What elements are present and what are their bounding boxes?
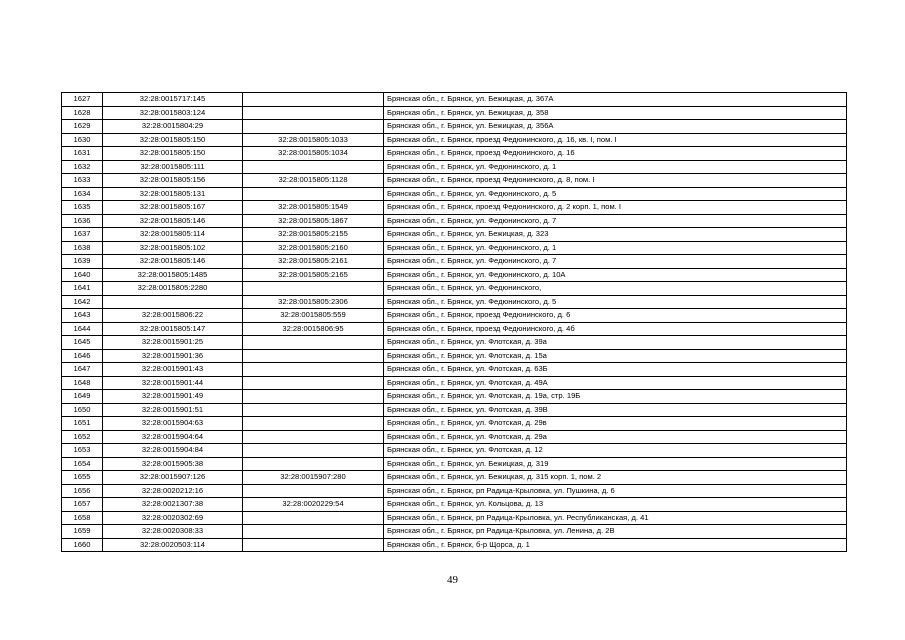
building-cadastral-number-cell: 32:28:0015805:2155 bbox=[243, 228, 384, 242]
row-number-cell: 1656 bbox=[62, 484, 103, 498]
table-row bbox=[62, 430, 847, 444]
address-cell: Брянская обл., г. Брянск, проезд Федюнинского, д. 16, кв. I, пом. I bbox=[384, 133, 847, 147]
land-cadastral-number-cell: 32:28:0015805:1485 bbox=[103, 268, 243, 282]
building-cadastral-number-cell bbox=[243, 160, 384, 174]
land-cadastral-number-cell: 32:28:0015805:147 bbox=[103, 322, 243, 336]
land-cadastral-number-cell: 32:28:0015904:84 bbox=[103, 444, 243, 458]
row-number-cell: 1636 bbox=[62, 214, 103, 228]
address-cell: Брянская обл., г. Брянск, ул. Федюнинского, д. 1 bbox=[384, 160, 847, 174]
building-cadastral-number-cell bbox=[243, 336, 384, 350]
address-cell: Брянская обл., г. Брянск, рп Радица-Крыловка, ул. Пушкина, д. 6 bbox=[384, 484, 847, 498]
land-cadastral-number-cell: 32:28:0015905:38 bbox=[103, 457, 243, 471]
table-row bbox=[62, 295, 847, 309]
land-cadastral-number-cell: 32:28:0015805:102 bbox=[103, 241, 243, 255]
row-number-cell: 1650 bbox=[62, 403, 103, 417]
building-cadastral-number-cell bbox=[243, 484, 384, 498]
row-number-cell: 1630 bbox=[62, 133, 103, 147]
row-number-cell: 1633 bbox=[62, 174, 103, 188]
building-cadastral-number-cell: 32:28:0015805:2160 bbox=[243, 241, 384, 255]
registry-table bbox=[61, 92, 847, 552]
table-row bbox=[62, 511, 847, 525]
building-cadastral-number-cell bbox=[243, 282, 384, 296]
row-number-cell: 1629 bbox=[62, 120, 103, 134]
address-cell: Брянская обл., г. Брянск, ул. Флотская, д. 29а bbox=[384, 430, 847, 444]
table-row bbox=[62, 363, 847, 377]
land-cadastral-number-cell: 32:28:0015803:124 bbox=[103, 106, 243, 120]
table-row bbox=[62, 93, 847, 107]
table-row bbox=[62, 241, 847, 255]
address-cell: Брянская обл., г. Брянск, ул. Бежицкая, д. 323 bbox=[384, 228, 847, 242]
address-cell: Брянская обл., г. Брянск, ул. Флотская, д. 19а, стр. 19Б bbox=[384, 390, 847, 404]
building-cadastral-number-cell: 32:28:0020229:54 bbox=[243, 498, 384, 512]
row-number-cell: 1655 bbox=[62, 471, 103, 485]
table-row bbox=[62, 525, 847, 539]
row-number-cell: 1646 bbox=[62, 349, 103, 363]
address-cell: Брянская обл., г. Брянск, ул. Флотская, д. 15а bbox=[384, 349, 847, 363]
row-number-cell: 1631 bbox=[62, 147, 103, 161]
building-cadastral-number-cell bbox=[243, 430, 384, 444]
building-cadastral-number-cell bbox=[243, 376, 384, 390]
building-cadastral-number-cell bbox=[243, 403, 384, 417]
row-number-cell: 1638 bbox=[62, 241, 103, 255]
building-cadastral-number-cell bbox=[243, 349, 384, 363]
land-cadastral-number-cell: 32:28:0015805:156 bbox=[103, 174, 243, 188]
table-row bbox=[62, 417, 847, 431]
address-cell: Брянская обл., г. Брянск, ул. Флотская, д. 29в bbox=[384, 417, 847, 431]
land-cadastral-number-cell: 32:28:0015805:111 bbox=[103, 160, 243, 174]
table-row bbox=[62, 322, 847, 336]
land-cadastral-number-cell: 32:28:0020503:114 bbox=[103, 538, 243, 552]
land-cadastral-number-cell: 32:28:0015805:114 bbox=[103, 228, 243, 242]
address-cell: Брянская обл., г. Брянск, ул. Кольцова, д. 13 bbox=[384, 498, 847, 512]
address-cell: Брянская обл., г. Брянск, ул. Бежицкая, д. 358 bbox=[384, 106, 847, 120]
row-number-cell: 1651 bbox=[62, 417, 103, 431]
land-cadastral-number-cell: 32:28:0015806:22 bbox=[103, 309, 243, 323]
row-number-cell: 1635 bbox=[62, 201, 103, 215]
row-number-cell: 1627 bbox=[62, 93, 103, 107]
land-cadastral-number-cell: 32:28:0015901:25 bbox=[103, 336, 243, 350]
row-number-cell: 1658 bbox=[62, 511, 103, 525]
row-number-cell: 1657 bbox=[62, 498, 103, 512]
row-number-cell: 1641 bbox=[62, 282, 103, 296]
table-row bbox=[62, 120, 847, 134]
address-cell: Брянская обл., г. Брянск, ул. Бежицкая, д. 315 корп. 1, пом. 2 bbox=[384, 471, 847, 485]
land-cadastral-number-cell: 32:28:0020308:33 bbox=[103, 525, 243, 539]
building-cadastral-number-cell: 32:28:0015805:1034 bbox=[243, 147, 384, 161]
table-row bbox=[62, 390, 847, 404]
building-cadastral-number-cell bbox=[243, 187, 384, 201]
table-row bbox=[62, 106, 847, 120]
land-cadastral-number-cell: 32:28:0015805:167 bbox=[103, 201, 243, 215]
table-row bbox=[62, 174, 847, 188]
table-row bbox=[62, 471, 847, 485]
address-cell: Брянская обл., г. Брянск, ул. Бежицкая, д. 367А bbox=[384, 93, 847, 107]
table-row bbox=[62, 228, 847, 242]
building-cadastral-number-cell: 32:28:0015806:95 bbox=[243, 322, 384, 336]
table-row bbox=[62, 282, 847, 296]
land-cadastral-number-cell: 32:28:0015904:63 bbox=[103, 417, 243, 431]
address-cell: Брянская обл., г. Брянск, ул. Бежицкая, д. 319 bbox=[384, 457, 847, 471]
building-cadastral-number-cell: 32:28:0015805:2165 bbox=[243, 268, 384, 282]
table-row bbox=[62, 214, 847, 228]
table-row bbox=[62, 484, 847, 498]
registry-table-body bbox=[62, 93, 847, 552]
land-cadastral-number-cell: 32:28:0015805:146 bbox=[103, 214, 243, 228]
land-cadastral-number-cell: 32:28:0015901:43 bbox=[103, 363, 243, 377]
row-number-cell: 1660 bbox=[62, 538, 103, 552]
land-cadastral-number-cell: 32:28:0015805:146 bbox=[103, 255, 243, 269]
address-cell: Брянская обл., г. Брянск, ул. Федюнинского, д. 7 bbox=[384, 214, 847, 228]
building-cadastral-number-cell: 32:28:0015805:1033 bbox=[243, 133, 384, 147]
address-cell: Брянская обл., г. Брянск, ул. Флотская, д. 39В bbox=[384, 403, 847, 417]
address-cell: Брянская обл., г. Брянск, ул. Флотская, д. 63Б bbox=[384, 363, 847, 377]
address-cell: Брянская обл., г. Брянск, ул. Федюнинского, д. 7 bbox=[384, 255, 847, 269]
building-cadastral-number-cell bbox=[243, 538, 384, 552]
building-cadastral-number-cell: 32:28:0015805:559 bbox=[243, 309, 384, 323]
table-row bbox=[62, 498, 847, 512]
table-row bbox=[62, 349, 847, 363]
row-number-cell: 1653 bbox=[62, 444, 103, 458]
building-cadastral-number-cell: 32:28:0015805:1128 bbox=[243, 174, 384, 188]
building-cadastral-number-cell bbox=[243, 511, 384, 525]
land-cadastral-number-cell: 32:28:0015901:49 bbox=[103, 390, 243, 404]
row-number-cell: 1647 bbox=[62, 363, 103, 377]
building-cadastral-number-cell bbox=[243, 457, 384, 471]
row-number-cell: 1640 bbox=[62, 268, 103, 282]
table-row bbox=[62, 336, 847, 350]
row-number-cell: 1652 bbox=[62, 430, 103, 444]
building-cadastral-number-cell bbox=[243, 120, 384, 134]
land-cadastral-number-cell: 32:28:0015901:51 bbox=[103, 403, 243, 417]
land-cadastral-number-cell bbox=[103, 295, 243, 309]
building-cadastral-number-cell bbox=[243, 417, 384, 431]
page-number: 49 bbox=[447, 574, 458, 586]
row-number-cell: 1659 bbox=[62, 525, 103, 539]
row-number-cell: 1644 bbox=[62, 322, 103, 336]
table-row bbox=[62, 376, 847, 390]
address-cell: Брянская обл., г. Брянск, б-р Щорса, д. 1 bbox=[384, 538, 847, 552]
address-cell: Брянская обл., г. Брянск, ул. Бежицкая, д. 356А bbox=[384, 120, 847, 134]
address-cell: Брянская обл., г. Брянск, проезд Федюнинского, д. 4б bbox=[384, 322, 847, 336]
table-row bbox=[62, 309, 847, 323]
row-number-cell: 1637 bbox=[62, 228, 103, 242]
address-cell: Брянская обл., г. Брянск, рп Радица-Крыловка, ул. Республиканская, д. 41 bbox=[384, 511, 847, 525]
land-cadastral-number-cell: 32:28:0015717:145 bbox=[103, 93, 243, 107]
land-cadastral-number-cell: 32:28:0020212:16 bbox=[103, 484, 243, 498]
address-cell: Брянская обл., г. Брянск, проезд Федюнинского, д. 8, пом. I bbox=[384, 174, 847, 188]
row-number-cell: 1649 bbox=[62, 390, 103, 404]
table-row bbox=[62, 457, 847, 471]
land-cadastral-number-cell: 32:28:0015805:2280 bbox=[103, 282, 243, 296]
table-row bbox=[62, 268, 847, 282]
row-number-cell: 1628 bbox=[62, 106, 103, 120]
building-cadastral-number-cell: 32:28:0015907:280 bbox=[243, 471, 384, 485]
address-cell: Брянская обл., г. Брянск, ул. Федюнинского, д. 1 bbox=[384, 241, 847, 255]
land-cadastral-number-cell: 32:28:0015805:150 bbox=[103, 147, 243, 161]
table-row bbox=[62, 538, 847, 552]
building-cadastral-number-cell bbox=[243, 106, 384, 120]
land-cadastral-number-cell: 32:28:0015805:150 bbox=[103, 133, 243, 147]
land-cadastral-number-cell: 32:28:0015901:44 bbox=[103, 376, 243, 390]
table-row bbox=[62, 201, 847, 215]
table-row bbox=[62, 147, 847, 161]
row-number-cell: 1654 bbox=[62, 457, 103, 471]
row-number-cell: 1632 bbox=[62, 160, 103, 174]
address-cell: Брянская обл., г. Брянск, проезд Федюнинского, д. 6 bbox=[384, 309, 847, 323]
address-cell: Брянская обл., г. Брянск, ул. Флотская, д. 49А bbox=[384, 376, 847, 390]
land-cadastral-number-cell: 32:28:0020302:69 bbox=[103, 511, 243, 525]
building-cadastral-number-cell bbox=[243, 390, 384, 404]
building-cadastral-number-cell bbox=[243, 444, 384, 458]
building-cadastral-number-cell: 32:28:0015805:1867 bbox=[243, 214, 384, 228]
address-cell: Брянская обл., г. Брянск, ул. Федюнинского, д. 10А bbox=[384, 268, 847, 282]
table-row bbox=[62, 255, 847, 269]
land-cadastral-number-cell: 32:28:0015904:64 bbox=[103, 430, 243, 444]
row-number-cell: 1648 bbox=[62, 376, 103, 390]
building-cadastral-number-cell bbox=[243, 525, 384, 539]
table-row bbox=[62, 403, 847, 417]
row-number-cell: 1639 bbox=[62, 255, 103, 269]
table-row bbox=[62, 133, 847, 147]
building-cadastral-number-cell bbox=[243, 93, 384, 107]
land-cadastral-number-cell: 32:28:0015804:29 bbox=[103, 120, 243, 134]
address-cell: Брянская обл., г. Брянск, ул. Федюнинского, bbox=[384, 282, 847, 296]
row-number-cell: 1645 bbox=[62, 336, 103, 350]
building-cadastral-number-cell: 32:28:0015805:2161 bbox=[243, 255, 384, 269]
address-cell: Брянская обл., г. Брянск, проезд Федюнинского, д. 16 bbox=[384, 147, 847, 161]
building-cadastral-number-cell bbox=[243, 363, 384, 377]
address-cell: Брянская обл., г. Брянск, ул. Флотская, д. 12 bbox=[384, 444, 847, 458]
row-number-cell: 1634 bbox=[62, 187, 103, 201]
row-number-cell: 1643 bbox=[62, 309, 103, 323]
address-cell: Брянская обл., г. Брянск, ул. Федюнинского, д. 5 bbox=[384, 295, 847, 309]
address-cell: Брянская обл., г. Брянск, проезд Федюнинского, д. 2 корп. 1, пом. I bbox=[384, 201, 847, 215]
building-cadastral-number-cell: 32:28:0015805:1549 bbox=[243, 201, 384, 215]
building-cadastral-number-cell: 32:28:0015805:2306 bbox=[243, 295, 384, 309]
table-row bbox=[62, 160, 847, 174]
land-cadastral-number-cell: 32:28:0015805:131 bbox=[103, 187, 243, 201]
table-row bbox=[62, 187, 847, 201]
land-cadastral-number-cell: 32:28:0015907:126 bbox=[103, 471, 243, 485]
address-cell: Брянская обл., г. Брянск, ул. Федюнинского, д. 5 bbox=[384, 187, 847, 201]
land-cadastral-number-cell: 32:28:0021307:38 bbox=[103, 498, 243, 512]
row-number-cell: 1642 bbox=[62, 295, 103, 309]
address-cell: Брянская обл., г. Брянск, ул. Флотская, д. 39а bbox=[384, 336, 847, 350]
table-row bbox=[62, 444, 847, 458]
land-cadastral-number-cell: 32:28:0015901:36 bbox=[103, 349, 243, 363]
address-cell: Брянская обл., г. Брянск, рп Радица-Крыловка, ул. Ленина, д. 2В bbox=[384, 525, 847, 539]
